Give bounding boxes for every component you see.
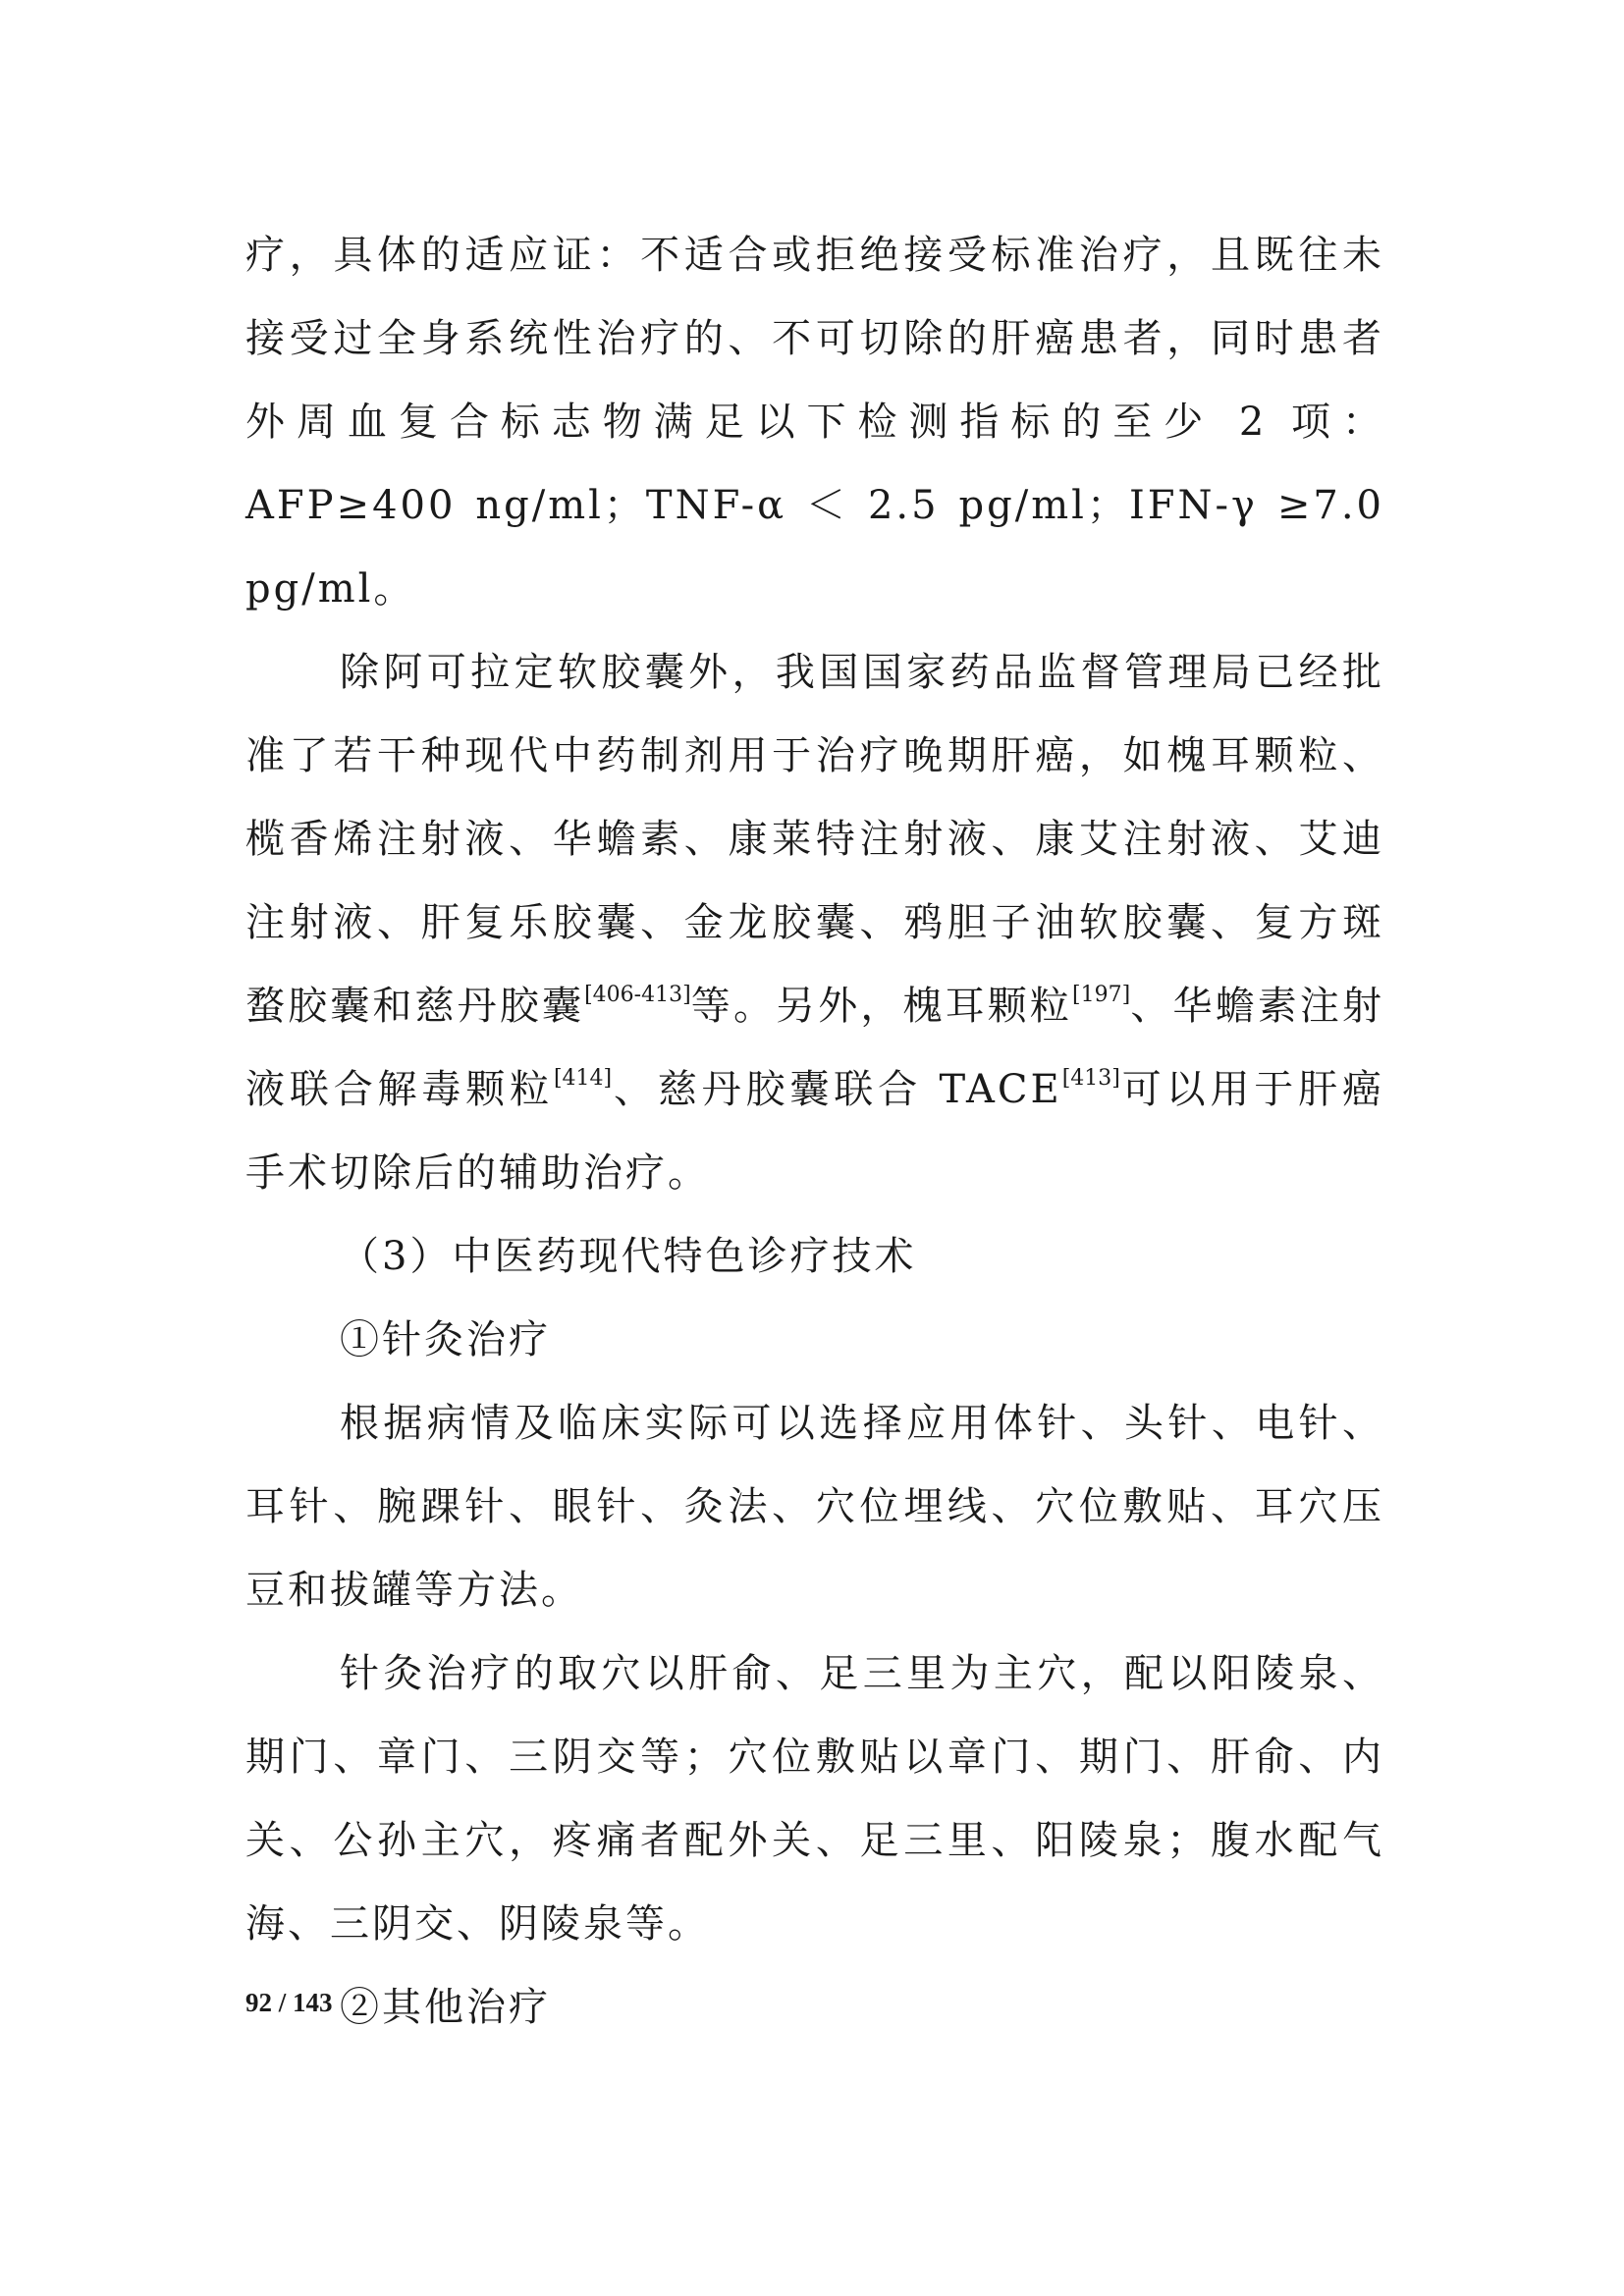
paragraph-text: 、慈丹胶囊联合 TACE	[612, 1067, 1062, 1112]
paragraph-text: 等。另外，槐耳颗粒	[690, 984, 1073, 1029]
paragraph-text: 疗，具体的适应证：不适合或拒绝接受标准治疗，且既往未接受过全身系统性治疗的、不可切除的肝癌患者，同时患者外周血复合标志物满足以下检测指标的至少 2 项：AFP≥400 ng/ml；TNF-α ＜ 2.5 pg/ml；IFN-γ ≥7.0 pg/ml。	[245, 233, 1384, 612]
citation: [414]	[553, 1065, 613, 1091]
body-text	[245, 214, 1384, 2050]
paragraph-acupoints	[245, 1632, 1384, 1966]
paragraph-text: 除阿可拉定软胶囊外，我国国家药品监督管理局已经批准了若干种现代中药制剂用于治疗晚期肝癌，如槐耳颗粒、榄香烯注射液、华蟾素、康莱特注射液、康艾注射液、艾迪注射液、肝复乐胶囊、金龙胶囊、鸦胆子油软胶囊、复方斑蝥胶囊和慈丹胶囊	[245, 650, 1384, 1029]
paragraph-text: 针灸治疗的取穴以肝俞、足三里为主穴，配以阳陵泉、期门、章门、三阴交等；穴位敷贴以章门、期门、肝俞、内关、公孙主穴，疼痛者配外关、足三里、阳陵泉；腹水配气海、三阴交、阴陵泉等。	[245, 1651, 1384, 1947]
section-heading: （3）中医药现代特色诊疗技术	[340, 1234, 917, 1279]
citation: [406-413]	[584, 982, 691, 1007]
paragraph-text: 、华蟾素注射液联合解毒颗粒	[245, 984, 1385, 1112]
paragraph-tcm-preparations	[245, 631, 1384, 1215]
paragraph-text: 根据病情及临床实际可以选择应用体针、头针、电针、耳针、腕踝针、眼针、灸法、穴位埋线、穴位敷贴、耳穴压豆和拔罐等方法。	[245, 1401, 1384, 1613]
subsection-heading: ①针灸治疗	[340, 1317, 551, 1362]
citation: [413]	[1061, 1065, 1120, 1091]
paragraph-acupuncture-methods	[245, 1382, 1384, 1632]
subsection-heading: ②其他治疗	[340, 1985, 551, 2030]
paragraph-continued	[245, 214, 1384, 631]
citation: [197]	[1072, 982, 1131, 1007]
paragraph-text: 可以用于肝癌手术切除后的辅助治疗。	[245, 1067, 1385, 1196]
page-number: 92 / 143	[245, 1988, 333, 2017]
